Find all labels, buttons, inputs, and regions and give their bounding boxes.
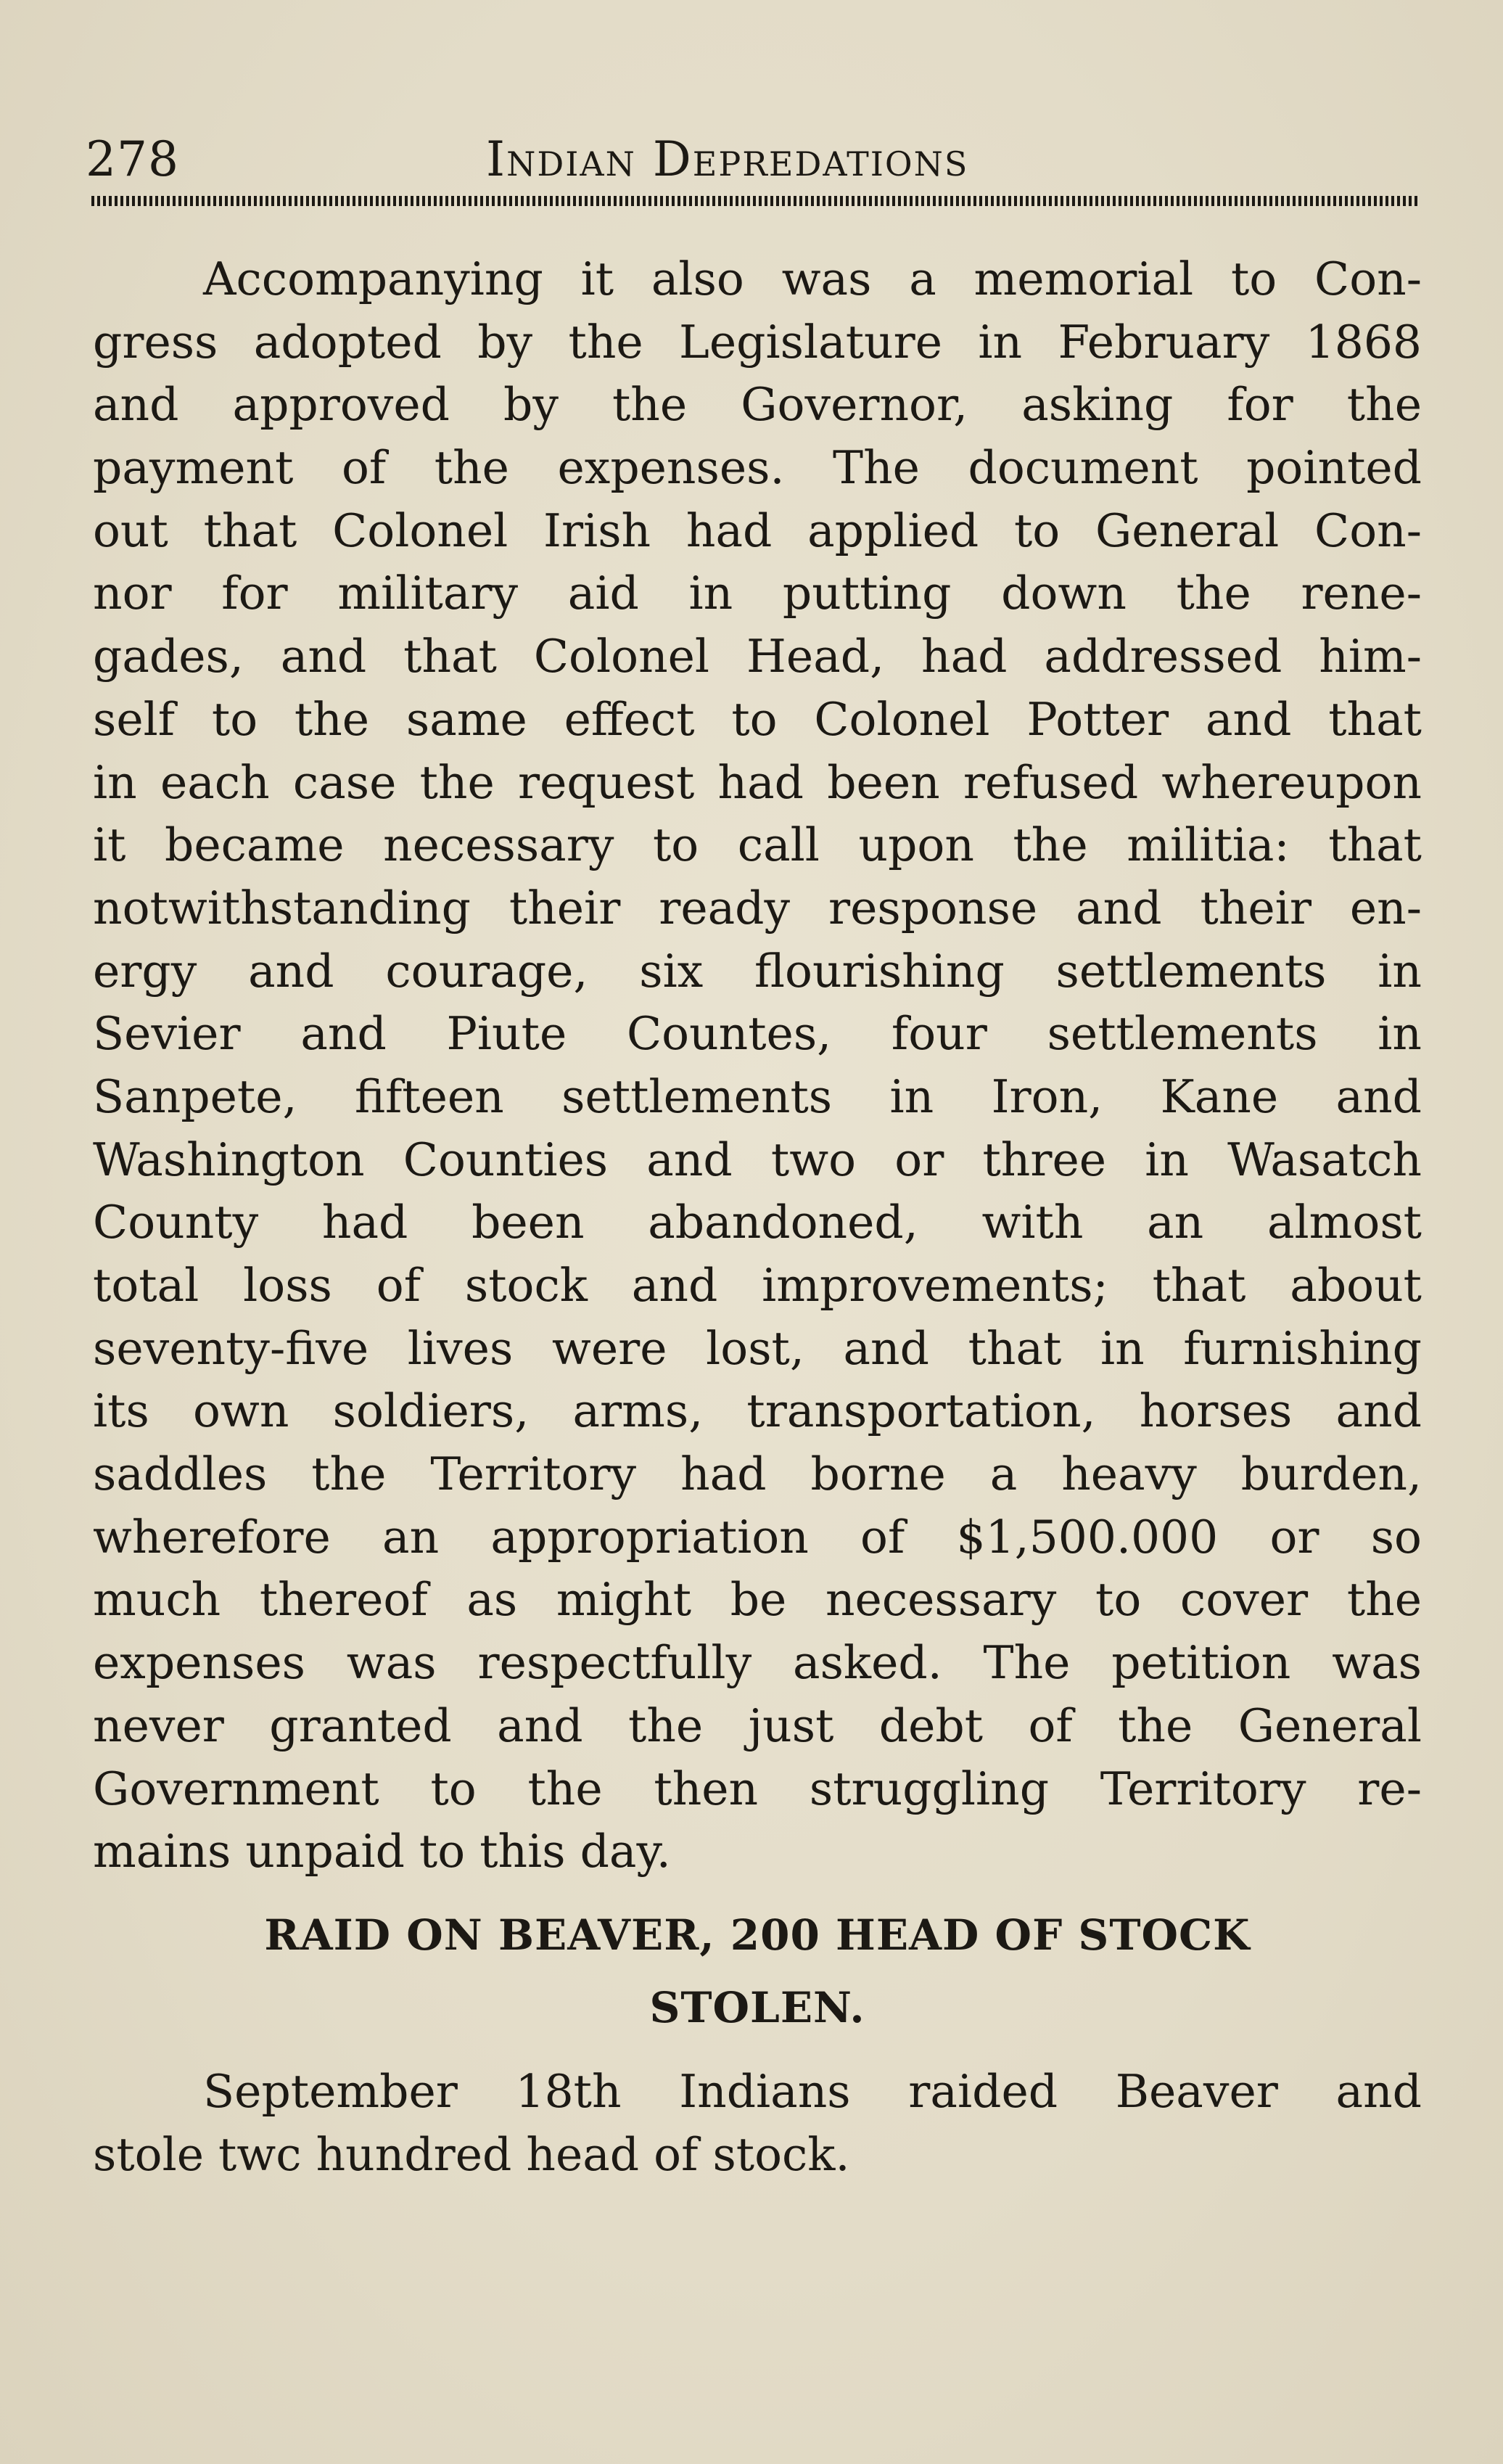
text-line: September 18th Indians raided Beaver and — [203, 2065, 1422, 2118]
text-line: out that Colonel Irish had applied to General Con- — [93, 504, 1422, 557]
text-line: payment of the expenses. The document pointed — [93, 441, 1422, 495]
text-line: wherefore an appropriation of $1,500.000 or so — [93, 1510, 1422, 1564]
text-line: Government to the then struggling Territory re- — [93, 1762, 1422, 1815]
paragraph-memorial — [93, 248, 1422, 1884]
text-line: mains unpaid to this day. — [93, 1825, 671, 1878]
paragraph-raid — [93, 2061, 1422, 2186]
text-line: notwithstanding their ready response and their en- — [93, 881, 1422, 935]
text-line: saddles the Territory had borne a heavy burden, — [93, 1447, 1422, 1501]
text-line: it became necessary to call upon the militia: that — [93, 818, 1422, 872]
text-line: self to the same effect to Colonel Potter and that — [93, 692, 1422, 746]
text-line: Accompanying it also was a memorial to Con- — [203, 252, 1422, 305]
text-line: in each case the request had been refused whereupon — [93, 755, 1422, 809]
text-line: stole twc hundred head of stock. — [93, 2127, 850, 2181]
text-line: never granted and the just debt of the General — [93, 1699, 1422, 1752]
text-line: gades, and that Colonel Head, had addressed him- — [93, 630, 1422, 683]
section-heading-continued: STOLEN. — [649, 1983, 865, 2032]
text-line: its own soldiers, arms, transportation, horses and — [93, 1384, 1422, 1438]
header-rule — [91, 196, 1420, 206]
text-line: much thereof as might be necessary to cover the — [93, 1573, 1422, 1627]
text-line: County had been abandoned, with an almost — [93, 1196, 1422, 1249]
text-line: Sevier and Piute Countes, four settlements in — [93, 1007, 1422, 1061]
text-line: total loss of stock and improvements; that about — [93, 1259, 1422, 1312]
page-number: 278 — [86, 131, 179, 187]
text-line: expenses was respectfully asked. The petition was — [93, 1636, 1422, 1690]
text-line: gress adopted by the Legislature in February 1868 — [93, 315, 1422, 369]
text-line: Washington Counties and two or three in Wasatch — [93, 1133, 1422, 1186]
running-head: Indian Depredations — [486, 131, 969, 187]
text-line: seventy-five lives were lost, and that in furnishing — [93, 1321, 1422, 1375]
section-heading: RAID ON BEAVER, 200 HEAD OF STOCK — [264, 1910, 1251, 1960]
text-line: nor for military aid in putting down the rene- — [93, 567, 1422, 620]
text-line: and approved by the Governor, asking for the — [93, 378, 1422, 432]
text-line: ergy and courage, six flourishing settlements in — [93, 944, 1422, 998]
text-line: Sanpete, fifteen settlements in Iron, Kane and — [93, 1069, 1422, 1123]
